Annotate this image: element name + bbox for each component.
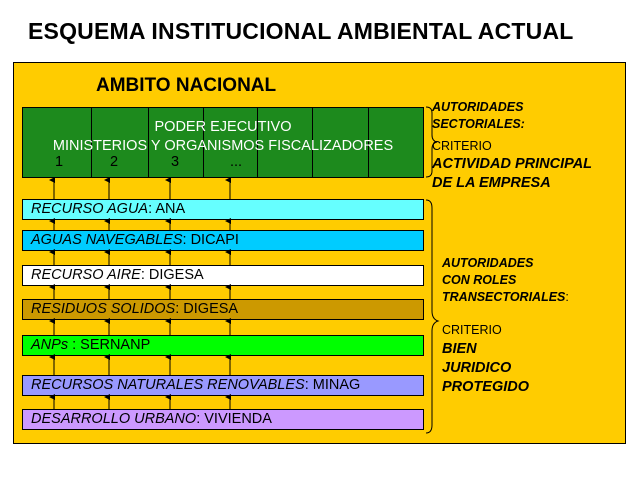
transectoral-heading: AUTORIDADES CON ROLES TRANSECTORIALES:: [442, 256, 569, 304]
transectoral-criterio-label: CRITERIO: [442, 323, 502, 337]
sectoral-criterio-label: CRITERIO: [432, 139, 492, 153]
row-authority: : MINAG: [304, 377, 361, 393]
executive-title: PODER EJECUTIVO: [154, 119, 292, 135]
row-resource: AGUAS NAVEGABLES: [31, 232, 183, 248]
sectoral-criterio-value: ACTIVIDAD PRINCIPAL DE LA EMPRESA: [432, 156, 593, 191]
row-authority: : DIGESA: [175, 301, 239, 317]
executive-subtitle: MINISTERIOS Y ORGANISMOS FISCALIZADORES: [52, 138, 394, 154]
row-authority: : VIVIENDA: [196, 411, 272, 427]
row-authority: : DIGESA: [140, 267, 204, 283]
executive-number: 2: [110, 154, 119, 170]
connector-arrows: [14, 63, 625, 443]
row-resource: DESARROLLO URBANO: [31, 411, 197, 427]
sectoral-brace: [426, 107, 437, 177]
executive-number: 1: [55, 154, 64, 170]
diagram-panel: [13, 62, 626, 444]
sectoral-heading: AUTORIDADES SECTORIALES:: [432, 100, 525, 131]
page-title: ESQUEMA INSTITUCIONAL AMBIENTAL ACTUAL: [28, 18, 574, 44]
row-resource: RESIDUOS SOLIDOS: [31, 301, 176, 317]
row-resource: ANPs: [31, 337, 73, 353]
row-resource: RECURSO AGUA: [31, 201, 149, 217]
row-authority: : ANA: [148, 201, 186, 217]
arrow-group: [54, 180, 230, 409]
row-authority: : DICAPI: [182, 232, 239, 248]
row-resource: RECURSOS NATURALES RENOVABLES: [31, 377, 305, 393]
executive-number: 3: [171, 154, 180, 170]
transectoral-criterio-value: BIEN JURIDICO PROTEGIDO: [442, 341, 530, 395]
executive-number: ...: [230, 154, 243, 170]
row-authority: : SERNANP: [72, 337, 151, 353]
transectoral-brace: [426, 200, 438, 433]
row-resource: RECURSO AIRE: [31, 267, 141, 283]
ambito-heading: AMBITO NACIONAL: [96, 75, 277, 96]
